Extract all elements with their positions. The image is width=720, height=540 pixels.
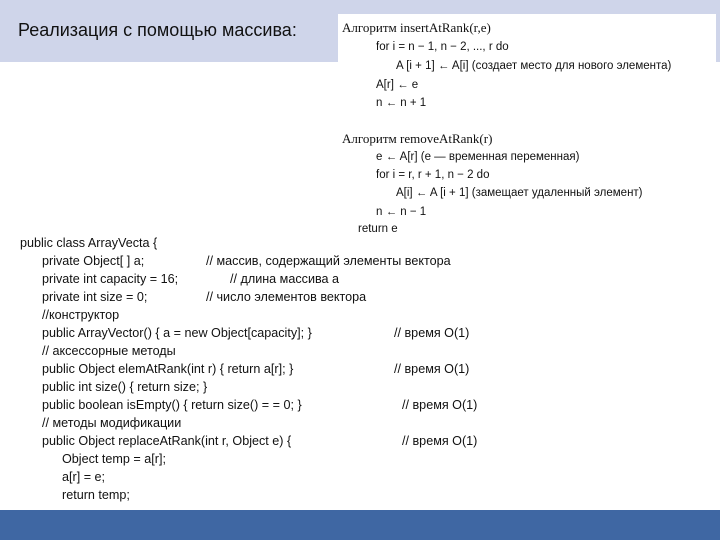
code-line: private int capacity = 16; <box>42 272 179 286</box>
code-comment: // массив, содержащий элементы вектора <box>206 254 451 268</box>
remove-algorithm-header: Алгоритм removeAtRank(r) <box>342 131 493 146</box>
code-line: Object temp = a[r]; <box>62 452 166 466</box>
code-line: public int size() { return size; } <box>42 380 208 394</box>
insert-line-3: A[r] ← e <box>376 79 419 91</box>
insert-line-2: A [i + 1] ← A[i] (создает место для нового элемента) <box>396 60 672 72</box>
code-comment: // время O(1) <box>394 362 470 376</box>
algorithm-panel <box>338 14 716 246</box>
remove-line-1: e ← A[r] (e — временная переменная) <box>376 151 580 163</box>
code-comment: // число элементов вектора <box>206 290 367 304</box>
remove-line-2: for i = r, r + 1, n − 2 do <box>376 169 490 181</box>
remove-line-5: return e <box>358 223 398 235</box>
remove-line-4: n ← n − 1 <box>376 206 427 218</box>
footer-bar <box>0 510 720 540</box>
code-line: private Object[ ] a; <box>42 254 145 268</box>
insert-algorithm-header: Алгоритм insertAtRank(r,e) <box>342 20 491 35</box>
code-line: public boolean isEmpty() { return size() = = 0; } <box>42 398 302 412</box>
code-line: public ArrayVector() { a = new Object[capacity]; } <box>42 326 312 340</box>
code-comment: // время O(1) <box>402 398 478 412</box>
code-line: //конструктор <box>42 308 120 322</box>
code-line: private int size = 0; <box>42 290 148 304</box>
code-comment: // время O(1) <box>394 326 470 340</box>
code-line: public Object elemAtRank(int r) { return a[r]; } <box>42 362 294 376</box>
code-comment: // длина массива а <box>230 272 340 286</box>
code-comment: // время O(1) <box>402 434 478 448</box>
code-line: public Object replaceAtRank(int r, Object e) { <box>42 434 292 448</box>
code-line: public class ArrayVecta { <box>20 236 158 250</box>
insert-line-4: n ← n + 1 <box>376 97 427 109</box>
code-line: // аксессорные методы <box>42 344 176 358</box>
code-line: // методы модификации <box>42 416 182 430</box>
remove-line-3: A[i] ← A [i + 1] (замещает удаленный элемент) <box>396 187 643 199</box>
code-line: return temp; <box>62 488 130 502</box>
slide-title: Реализация с помощью массива: <box>18 20 297 40</box>
code-line: a[r] = e; <box>62 470 106 484</box>
insert-line-1: for i = n − 1, n − 2, ..., r do <box>376 41 509 53</box>
